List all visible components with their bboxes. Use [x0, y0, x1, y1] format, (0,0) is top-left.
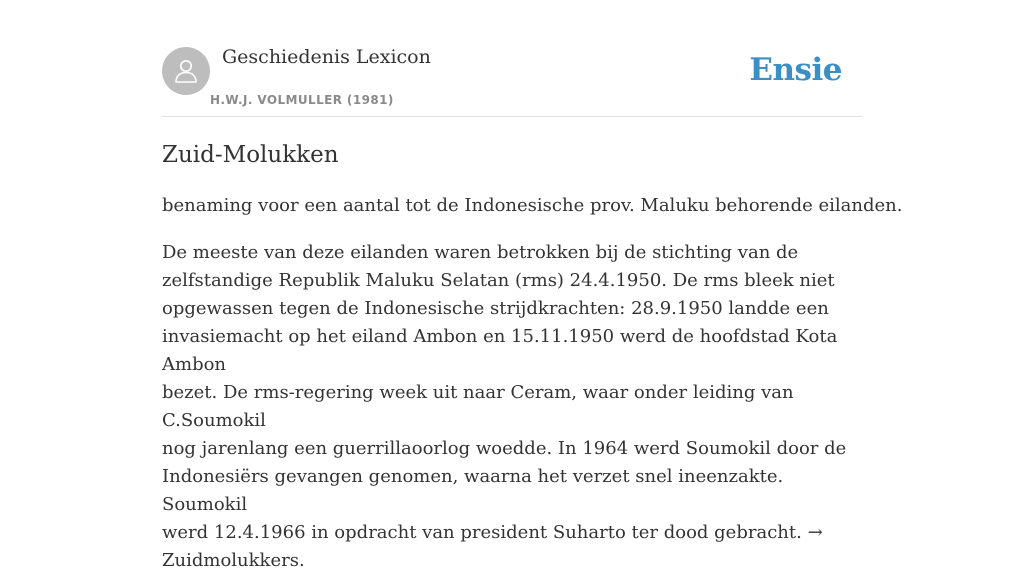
source-header [162, 0, 862, 117]
avatar[interactable] [162, 47, 210, 95]
brand-logo[interactable]: Ensie [749, 52, 842, 88]
body-line: Indonesiërs gevangen genomen, waarna het verzet snel ineenzakte. Soumokil [162, 466, 784, 515]
arrow-icon: → [807, 522, 823, 543]
body-line: werd 12.4.1966 in opdracht van president Suharto ter dood gebracht. [162, 522, 802, 543]
body-line: invasiemacht op het eiland Ambon en 15.11.1950 werd de hoofdstad Kota Ambon [162, 326, 838, 375]
body-line: zelfstandige Republik Maluku Selatan (rms) 24.4.1950. De rms bleek niet [162, 270, 835, 291]
article-title: Zuid-Molukken [162, 142, 339, 168]
body-line: opgewassen tegen de Indonesische strijdkrachten: 28.9.1950 landde een [162, 298, 829, 319]
body-line: nog jarenlang een guerrillaoorlog woedde. In 1964 werd Soumokil door de [162, 438, 847, 459]
source-title[interactable]: Geschiedenis Lexicon [222, 46, 431, 68]
article [162, 140, 903, 575]
user-icon [172, 57, 200, 85]
source-author: H.W.J. VOLMULLER (1981) [210, 93, 394, 107]
body-line: De meeste van deze eilanden waren betrokken bij de stichting van de [162, 242, 799, 263]
see-also-link[interactable]: Zuidmolukkers. [162, 550, 305, 571]
article-paragraph-body [162, 239, 862, 575]
article-paragraph-definition: benaming voor een aantal tot de Indonesische prov. Maluku behorende eilanden. [162, 195, 903, 216]
body-line: bezet. De rms-regering week uit naar Ceram, waar onder leiding van C.Soumokil [162, 382, 794, 431]
